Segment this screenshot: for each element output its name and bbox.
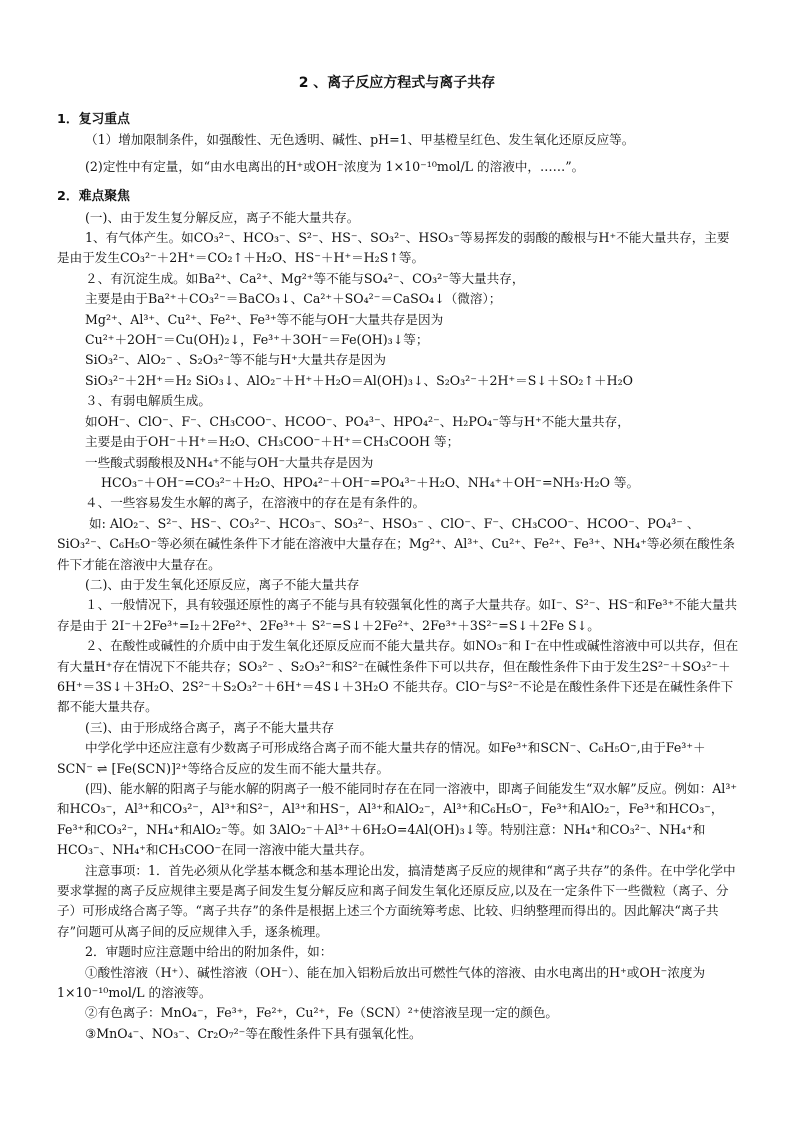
- paragraph: Mg²⁺、Al³⁺、Cu²⁺、Fe²⁺、Fe³⁺等不能与OH⁻大量共存是因为: [85, 311, 444, 327]
- subsection-heading: (一)、由于发生复分解反应，离子不能大量共存。: [85, 209, 360, 225]
- equation-line: SiO₃²⁻＋2H⁺＝H₂ SiO₃↓、AlO₂⁻＋H⁺＋H₂O＝Al(OH)₃↓、S₂O₃²⁻＋2H⁺＝S↓＋SO₂↑＋H₂O: [85, 372, 633, 388]
- paragraph: 中学化学中还应注意有少数离子可形成络合离子而不能大量共存的情况。如Fe³⁺和SCN⁻、C₆H₅O⁻,由于Fe³⁺＋SCN⁻ ⇌ [Fe(SCN)]²⁺等络合反应的发生而不能大量共存。: [57, 740, 706, 776]
- paragraph: ①酸性溶液（H⁺）、碱性溶液（OH⁻）、能在加入铝粉后放出可燃性气体的溶液、由水电离出的H⁺或OH⁻浓度为1×10⁻¹⁰mol/L 的溶液等。: [57, 964, 706, 1001]
- paragraph: ３、有弱电解质生成。: [85, 393, 211, 409]
- paragraph: SiO₃²⁻、AlO₂⁻ 、S₂O₃²⁻等不能与H⁺大量共存是因为: [85, 352, 386, 368]
- paragraph: (四)、能水解的阳离子与能水解的阴离子一般不能同时存在在同一溶液中，即离子间能发生“双水解”反应。例如：Al³⁺和HCO₃⁻，Al³⁺和CO₃²⁻，Al³⁺和S²⁻，Al³⁺和HS⁻，Al³⁺和AlO₂⁻，Al³⁺和C₆H₅O⁻，Fe³⁺和AlO₂⁻，Fe³⁺和HCO₃⁻，Fe³⁺和CO₃²⁻，NH₄⁺和AlO₂⁻等。如 3AlO₂⁻＋Al³⁺＋6H₂O=4Al(OH)₃↓等。特别注意：NH₄⁺和CO₃²⁻、NH₄⁺和HCO₃⁻、NH₄⁺和CH₃COO⁻在同一溶液中能大量共存。: [57, 781, 738, 858]
- subsection-heading: (三)、由于形成络合离子，离子不能大量共存: [85, 719, 335, 735]
- paragraph: ③MnO₄⁻、NO₃⁻、Cr₂O₇²⁻等在酸性条件下具有强氧化性。: [85, 1025, 422, 1041]
- paragraph: 主要是由于Ba²⁺＋CO₃²⁻＝BaCO₃↓、Ca²⁺＋SO₄²⁻＝CaSO₄↓（微溶）；: [85, 291, 502, 307]
- paragraph: ２、有沉淀生成。如Ba²⁺、Ca²⁺、Mg²⁺等不能与SO₄²⁻、CO₃²⁻等大量共存，: [85, 270, 525, 286]
- paragraph: ２、在酸性或碱性的介质中由于发生氧化还原反应而不能大量共存。如NO₃⁻和 I⁻在中性或碱性溶液中可以共存，但在有大量H⁺存在情况下不能共存；SO₃²⁻ 、S₂O₃²⁻和S²⁻在碱性条件下可以共存，但在酸性条件下由于发生2S²⁻＋SO₃²⁻＋6H⁺＝3S↓＋3H₂O、2S²⁻＋S₂O₃²⁻＋6H⁺＝4S↓＋3H₂O 不能共存。ClO⁻与S²⁻不论是在酸性条件下还是在碱性条件下都不能大量共存。: [57, 638, 739, 715]
- paragraph: 1、有气体产生。如CO₃²⁻、HCO₃⁻、S²⁻、HS⁻、SO₃²⁻、HSO₃⁻等易挥发的弱酸的酸根与H⁺不能大量共存，主要是由于发生CO₃²⁻＋2H⁺＝CO₂↑＋H₂O、HS⁻＋H⁺＝H₂S↑等。: [57, 230, 730, 266]
- paragraph: 注意事项：1．首先必须从化学基本概念和基本理论出发，搞清楚离子反应的规律和“离子共存”的条件。在中学化学中要求掌握的离子反应规律主要是离子间发生复分解反应和离子间发生氧化还原反应,以及在一定条件下一些微粒（离子、分子）可形成络合离子等。“离子共存”的条件是根据上述三个方面统筹考虑、比较、归纳整理而得出的。因此解决“离子共存”问题可从离子间的反应规律入手，逐条梳理。: [57, 862, 736, 939]
- paragraph: ②有色离子：MnO₄⁻，Fe³⁺，Fe²⁺，Cu²⁺，Fe（SCN）²⁺使溶液呈现一定的颜色。: [85, 1005, 559, 1021]
- equation-line: 主要是由于OH⁻＋H⁺＝H₂O、CH₃COO⁻＋H⁺＝CH₃COOH 等；: [85, 434, 460, 450]
- paragraph: １、一般情况下，具有较强还原性的离子不能与具有较强氧化性的离子大量共存。如I⁻、S²⁻、HS⁻和Fe³⁺不能大量共存是由于 2I⁻＋2Fe³⁺=I₂＋2Fe²⁺、2Fe³⁺＋ S²⁻=S↓＋2Fe²⁺、2Fe³⁺＋3S²⁻=S↓＋2Fe S↓。: [57, 597, 738, 633]
- section-heading-difficulties: 2．难点聚焦: [57, 189, 130, 205]
- paragraph: 如OH⁻、ClO⁻、F⁻、CH₃COO⁻、HCOO⁻、PO₄³⁻、HPO₄²⁻、H₂PO₄⁻等与H⁺不能大量共存，: [85, 413, 630, 429]
- paragraph: 2．审题时应注意题中给出的附加条件，如：: [85, 944, 333, 960]
- equation-line: Cu²⁺＋2OH⁻＝Cu(OH)₂↓，Fe³⁺＋3OH⁻＝Fe(OH)₃↓等；: [85, 332, 429, 348]
- section-heading-review: 1．复习重点: [57, 112, 130, 127]
- paragraph: (2)定性中有定量，如“由水电离出的H⁺或OH⁻浓度为 1×10⁻¹⁰mol/L 的溶液中，……”。: [85, 158, 585, 174]
- document-title: 2 、离子反应方程式与离子共存: [298, 75, 496, 91]
- paragraph: ４、一些容易发生水解的离子，在溶液中的存在是有条件的。: [85, 495, 426, 511]
- document-body: [57, 104, 741, 1044]
- paragraph: （1）增加限制条件，如强酸性、无色透明、碱性、pH=1、甲基橙呈红色、发生氧化还原反应等。: [85, 132, 635, 148]
- subsection-heading: (二)、由于发生氧化还原反应，离子不能大量共存: [85, 576, 360, 592]
- equation-line: HCO₃⁻＋OH⁻=CO₃²⁻＋H₂O、HPO₄²⁻＋OH⁻=PO₄³⁻＋H₂O、NH₄⁺＋OH⁻=NH₃·H₂O 等。: [101, 474, 640, 490]
- paragraph: 一些酸式弱酸根及NH₄⁺不能与OH⁻大量共存是因为: [85, 454, 374, 470]
- paragraph: 如: AlO₂⁻、S²⁻、HS⁻、CO₃²⁻、HCO₃⁻、SO₃²⁻、HSO₃⁻ 、ClO⁻、F⁻、CH₃COO⁻、HCOO⁻、PO₄³⁻ 、SiO₃²⁻、C₆H₅O⁻等必须在碱性条件下才能在溶液中大量存在；Mg²⁺、Al³⁺、Cu²⁺、Fe²⁺、Fe³⁺、NH₄⁺等必须在酸性条件下才能在溶液中大量存在。: [57, 515, 736, 572]
